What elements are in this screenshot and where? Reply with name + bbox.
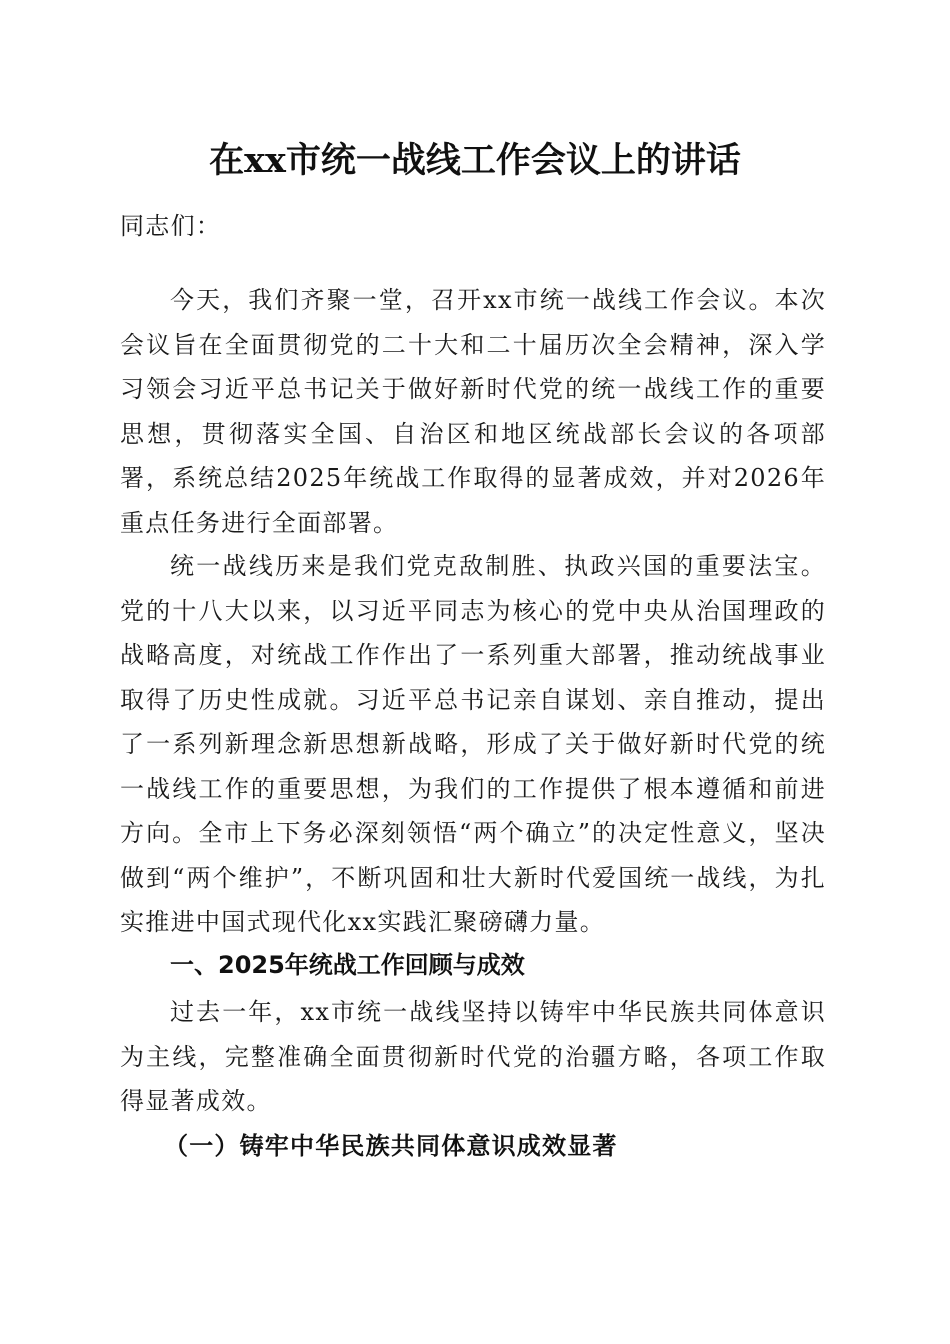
section-heading: 一、2025年统战工作回顾与成效 — [170, 951, 525, 979]
paragraph-section-intro: 过去一年，xx市统一战线坚持以铸牢中华民族共同体意识为主线，完整准确全面贯彻新时代党的治疆方略，各项工作取得显著成效。 — [120, 998, 826, 1115]
salutation: 同志们： — [120, 212, 222, 240]
document-title: 在xx市统一战线工作会议上的讲话 — [209, 140, 741, 181]
paragraph-united-front-importance: 统一战线历来是我们党克敌制胜、执政兴国的重要法宝。党的十八大以来，以习近平同志为核心的党中央从治国理政的战略高度，对统战工作作出了一系列重大部署，推动统战事业取得了历史性成就。习近平总书记亲自谋划、亲自推动，提出了一系列新理念新思想新战略，形成了关于做好新时代党的统一战线工作的重要思想，为我们的工作提供了根本遵循和前进方向。全市上下务必深刻领悟“两个确立”的决定性意义，坚决做到“两个维护”，不断巩固和壮大新时代爱国统一战线，为扎实推进中国式现代化xx实践汇聚磅礴力量。 — [120, 552, 826, 936]
subsection-heading: （一）铸牢中华民族共同体意识成效显著 — [164, 1131, 618, 1160]
paragraph-opening: 今天，我们齐聚一堂，召开xx市统一战线工作会议。本次会议旨在全面贯彻党的二十大和二十届历次全会精神，深入学习领会习近平总书记关于做好新时代党的统一战线工作的重要思想，贯彻落实全国、自治区和地区统战部长会议的各项部署，系统总结2025年统战工作取得的显著成效，并对2026年重点任务进行全面部署。 — [120, 286, 826, 537]
